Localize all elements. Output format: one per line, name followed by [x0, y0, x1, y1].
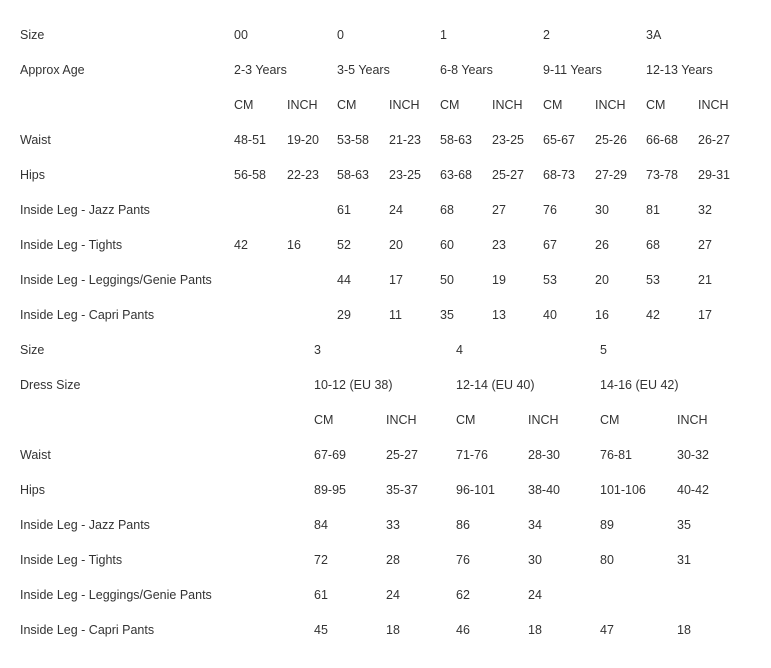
- unit-header: CM: [440, 98, 460, 112]
- table-cell: 68: [440, 203, 454, 217]
- table-cell: 80: [600, 553, 614, 567]
- table-cell: 56-58: [234, 168, 266, 182]
- table-cell: 42: [646, 308, 660, 322]
- table-cell: 23: [492, 238, 506, 252]
- table-cell: 30: [595, 203, 609, 217]
- table-cell: 21: [698, 273, 712, 287]
- table-cell: 18: [677, 623, 691, 637]
- size-value: 00: [234, 28, 248, 42]
- table-cell: 76: [456, 553, 470, 567]
- table-cell: 29: [337, 308, 351, 322]
- table-cell: 47: [600, 623, 614, 637]
- table-cell: 29-31: [698, 168, 730, 182]
- table-cell: 40: [543, 308, 557, 322]
- table-cell: 16: [595, 308, 609, 322]
- table-cell: 73-78: [646, 168, 678, 182]
- table-cell: 25-27: [386, 448, 418, 462]
- size-value: 5: [600, 343, 607, 357]
- dress-size-value: 14-16 (EU 42): [600, 378, 679, 392]
- table-cell: 76: [543, 203, 557, 217]
- table-cell: 68: [646, 238, 660, 252]
- measurement-row: [0, 298, 771, 333]
- table-cell: 40-42: [677, 483, 709, 497]
- measurement-row: [0, 578, 771, 613]
- table-cell: 20: [595, 273, 609, 287]
- table-cell: 24: [386, 588, 400, 602]
- table-cell: 48-51: [234, 133, 266, 147]
- row-label: Hips: [20, 168, 46, 182]
- measurement-row: [0, 263, 771, 298]
- table-cell: 25-26: [595, 133, 627, 147]
- age-value: 9-11 Years: [543, 63, 602, 77]
- size-value: 1: [440, 28, 447, 42]
- table-cell: 76-81: [600, 448, 632, 462]
- table-cell: 27: [698, 238, 712, 252]
- measurement-row: [0, 438, 771, 473]
- dress-size-row: [0, 368, 771, 403]
- table-cell: 30-32: [677, 448, 709, 462]
- row-label: Inside Leg - Jazz Pants: [20, 518, 150, 532]
- table-cell: 28: [386, 553, 400, 567]
- table-cell: 35: [440, 308, 454, 322]
- age-value: 3-5 Years: [337, 63, 390, 77]
- table-cell: 32: [698, 203, 712, 217]
- table-cell: 33: [386, 518, 400, 532]
- size-value: 0: [337, 28, 344, 42]
- unit-header: INCH: [677, 413, 708, 427]
- table-cell: 35: [677, 518, 691, 532]
- unit-header: INCH: [287, 98, 318, 112]
- unit-header: INCH: [528, 413, 559, 427]
- table-cell: 27-29: [595, 168, 627, 182]
- table-cell: 89-95: [314, 483, 346, 497]
- size-row: [0, 18, 771, 53]
- measurement-row: [0, 613, 771, 648]
- table-cell: 81: [646, 203, 660, 217]
- age-row: [0, 53, 771, 88]
- row-label: Inside Leg - Jazz Pants: [20, 203, 150, 217]
- unit-row: [0, 403, 771, 438]
- table-cell: 34: [528, 518, 542, 532]
- table-cell: 61: [337, 203, 351, 217]
- table-cell: 35-37: [386, 483, 418, 497]
- row-label: Inside Leg - Leggings/Genie Pants: [20, 588, 212, 602]
- table-cell: 46: [456, 623, 470, 637]
- size-value: 3A: [646, 28, 662, 42]
- unit-header: INCH: [386, 413, 417, 427]
- table-cell: 24: [528, 588, 542, 602]
- row-label: Inside Leg - Leggings/Genie Pants: [20, 273, 212, 287]
- table-cell: 27: [492, 203, 506, 217]
- row-label: Waist: [20, 448, 51, 462]
- table-cell: 50: [440, 273, 454, 287]
- table-cell: 23-25: [389, 168, 421, 182]
- table-cell: 71-76: [456, 448, 488, 462]
- size-value: 3: [314, 343, 321, 357]
- table-cell: 13: [492, 308, 506, 322]
- table-cell: 60: [440, 238, 454, 252]
- table-cell: 66-68: [646, 133, 678, 147]
- table-cell: 17: [389, 273, 403, 287]
- table-cell: 19-20: [287, 133, 319, 147]
- dress-size-value: 10-12 (EU 38): [314, 378, 393, 392]
- table-cell: 44: [337, 273, 351, 287]
- row-label: Dress Size: [20, 378, 81, 392]
- table-cell: 24: [389, 203, 403, 217]
- unit-header: INCH: [698, 98, 729, 112]
- row-label: Hips: [20, 483, 46, 497]
- table-cell: 42: [234, 238, 248, 252]
- table-cell: 89: [600, 518, 614, 532]
- size-row: [0, 333, 771, 368]
- unit-header: CM: [456, 413, 476, 427]
- measurement-row: [0, 508, 771, 543]
- table-cell: 53-58: [337, 133, 369, 147]
- row-label: Waist: [20, 133, 51, 147]
- row-label: Inside Leg - Capri Pants: [20, 623, 155, 637]
- age-value: 12-13 Years: [646, 63, 713, 77]
- unit-header: CM: [337, 98, 357, 112]
- table-cell: 65-67: [543, 133, 575, 147]
- table-cell: 22-23: [287, 168, 319, 182]
- table-cell: 67: [543, 238, 557, 252]
- table-cell: 96-101: [456, 483, 495, 497]
- measurement-row: [0, 193, 771, 228]
- table-cell: 72: [314, 553, 328, 567]
- table-cell: 53: [646, 273, 660, 287]
- row-label: Approx Age: [20, 63, 85, 77]
- table-cell: 19: [492, 273, 506, 287]
- unit-header: INCH: [389, 98, 420, 112]
- table-cell: 58-63: [337, 168, 369, 182]
- measurement-row: [0, 473, 771, 508]
- row-label: Size: [20, 343, 45, 357]
- table-cell: 28-30: [528, 448, 560, 462]
- age-value: 2-3 Years: [234, 63, 287, 77]
- table-cell: 18: [386, 623, 400, 637]
- table-cell: 26: [595, 238, 609, 252]
- table-cell: 86: [456, 518, 470, 532]
- age-value: 6-8 Years: [440, 63, 493, 77]
- measurement-row: [0, 158, 771, 193]
- table-cell: 61: [314, 588, 328, 602]
- table-cell: 11: [389, 308, 402, 322]
- measurement-row: [0, 123, 771, 158]
- unit-header: CM: [600, 413, 620, 427]
- row-label: Inside Leg - Capri Pants: [20, 308, 155, 322]
- unit-header: INCH: [492, 98, 523, 112]
- measurement-row: [0, 543, 771, 578]
- table-cell: 25-27: [492, 168, 524, 182]
- unit-header: CM: [234, 98, 254, 112]
- table-cell: 23-25: [492, 133, 524, 147]
- table-cell: 68-73: [543, 168, 575, 182]
- unit-header: CM: [314, 413, 334, 427]
- table-cell: 26-27: [698, 133, 730, 147]
- table-cell: 101-106: [600, 483, 646, 497]
- dress-size-value: 12-14 (EU 40): [456, 378, 535, 392]
- table-cell: 52: [337, 238, 351, 252]
- table-cell: 67-69: [314, 448, 346, 462]
- unit-header: CM: [543, 98, 563, 112]
- measurement-row: [0, 228, 771, 263]
- table-cell: 30: [528, 553, 542, 567]
- row-label: Size: [20, 28, 45, 42]
- size-value: 2: [543, 28, 550, 42]
- table-cell: 53: [543, 273, 557, 287]
- table-cell: 62: [456, 588, 470, 602]
- table-cell: 18: [528, 623, 542, 637]
- table-cell: 84: [314, 518, 328, 532]
- row-label: Inside Leg - Tights: [20, 238, 123, 252]
- size-value: 4: [456, 343, 463, 357]
- table-cell: 20: [389, 238, 403, 252]
- table-cell: 63-68: [440, 168, 472, 182]
- table-cell: 21-23: [389, 133, 421, 147]
- table-cell: 31: [677, 553, 691, 567]
- unit-header: CM: [646, 98, 666, 112]
- row-label: Inside Leg - Tights: [20, 553, 123, 567]
- table-cell: 45: [314, 623, 328, 637]
- table-cell: 17: [698, 308, 712, 322]
- unit-row: [0, 88, 771, 123]
- table-cell: 16: [287, 238, 301, 252]
- table-cell: 38-40: [528, 483, 560, 497]
- unit-header: INCH: [595, 98, 626, 112]
- table-cell: 58-63: [440, 133, 472, 147]
